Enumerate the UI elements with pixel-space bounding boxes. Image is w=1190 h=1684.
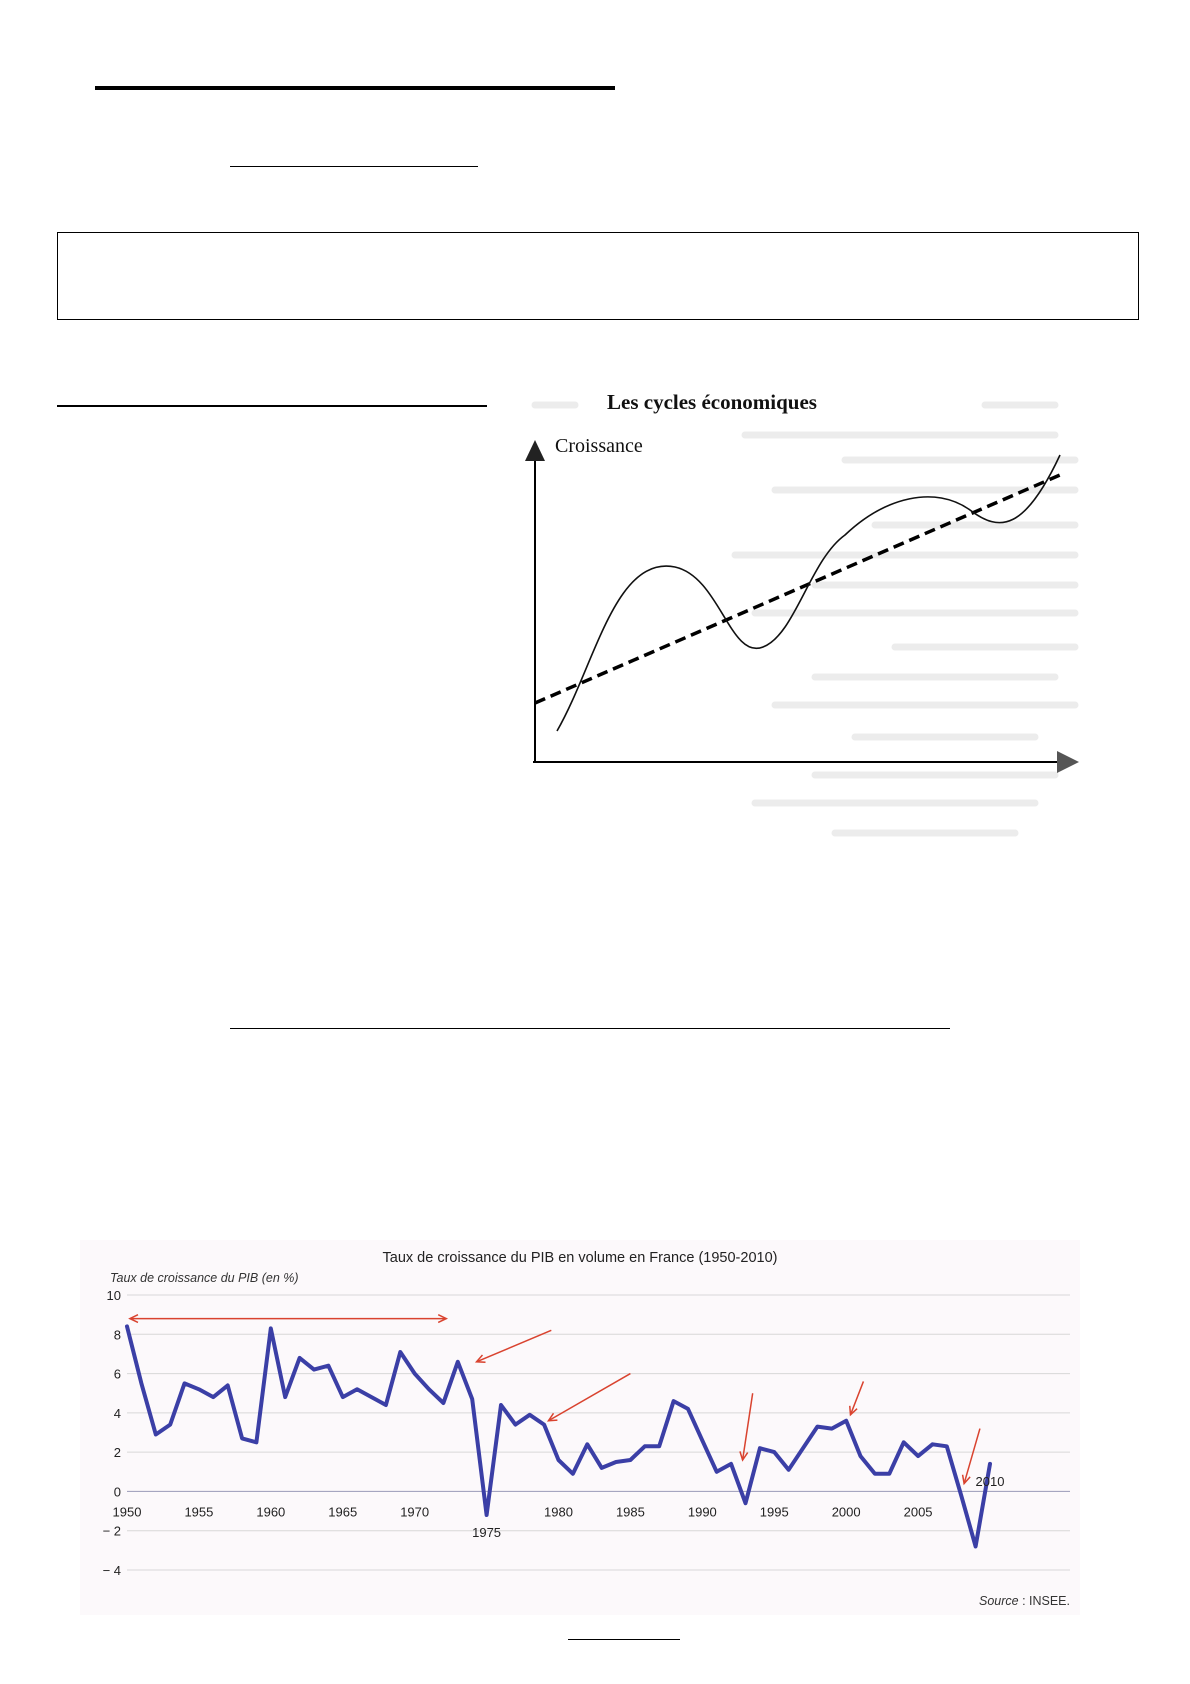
data-point: [428, 1388, 431, 1391]
data-point: [643, 1445, 646, 1448]
x-tick-label-special: 2010: [975, 1473, 1005, 1489]
data-point: [773, 1451, 776, 1454]
x-tick-label: 1980: [544, 1504, 573, 1520]
data-point: [514, 1423, 517, 1426]
data-point: [298, 1356, 301, 1359]
data-point: [327, 1364, 330, 1367]
data-point: [672, 1400, 675, 1403]
data-point: [471, 1398, 474, 1401]
data-point: [845, 1419, 848, 1422]
x-axis-arrow-icon: [1057, 751, 1079, 773]
definition-box: [57, 232, 1139, 320]
data-point: [183, 1382, 186, 1385]
data-point: [830, 1427, 833, 1430]
y-tick-label: − 2: [102, 1523, 121, 1539]
y-tick-label: 0: [113, 1484, 121, 1500]
data-point: [974, 1545, 977, 1548]
data-point: [730, 1462, 733, 1465]
data-point: [744, 1502, 747, 1505]
data-point: [197, 1388, 200, 1391]
data-point: [758, 1447, 761, 1450]
data-point: [341, 1396, 344, 1399]
y-tick-label: 4: [113, 1405, 121, 1421]
chart-title: Taux de croissance du PIB en volume en France (1950-2010): [382, 1250, 778, 1266]
source-prefix: Source: [978, 1594, 1019, 1608]
data-point: [284, 1396, 287, 1399]
x-tick-label: 1985: [615, 1504, 645, 1520]
data-point: [528, 1413, 531, 1416]
data-point: [600, 1466, 603, 1469]
data-point: [888, 1472, 891, 1475]
y-axis-label: Taux de croissance du PIB (en %): [110, 1271, 299, 1285]
data-point: [873, 1472, 876, 1475]
data-point: [931, 1443, 934, 1446]
data-point: [370, 1396, 373, 1399]
faded-background-text: [535, 405, 1075, 833]
gdp-growth-chart: [80, 1240, 1080, 1615]
subtitle-underline: [230, 166, 478, 167]
data-point: [140, 1382, 143, 1385]
page-footer-line: [568, 1639, 680, 1640]
x-tick-label: 1970: [400, 1504, 430, 1520]
data-point: [499, 1404, 502, 1407]
y-tick-label: 10: [106, 1288, 121, 1303]
data-point: [571, 1472, 574, 1475]
chart-source: [979, 1594, 1070, 1608]
section2-underline: [230, 1028, 950, 1029]
data-point: [456, 1360, 459, 1363]
data-point: [686, 1407, 689, 1410]
data-point: [960, 1494, 963, 1497]
data-point: [557, 1459, 560, 1462]
y-tick-label: 2: [113, 1445, 121, 1461]
data-point: [989, 1462, 992, 1465]
x-tick-label: 1995: [759, 1504, 789, 1520]
data-point: [442, 1402, 445, 1405]
y-axis-arrow-icon: [525, 440, 545, 461]
data-point: [241, 1437, 244, 1440]
x-tick-label: 2005: [903, 1504, 933, 1520]
data-point: [413, 1372, 416, 1375]
x-tick-label: 1950: [112, 1504, 142, 1520]
data-point: [126, 1325, 129, 1328]
data-point: [485, 1514, 488, 1517]
chart-background: [80, 1240, 1080, 1615]
source-value: : INSEE.: [1018, 1594, 1070, 1608]
data-point: [802, 1447, 805, 1450]
data-point: [859, 1455, 862, 1458]
data-point: [615, 1460, 618, 1463]
cycle-curve: [557, 455, 1060, 731]
data-point: [945, 1445, 948, 1448]
economic-cycles-figure: [515, 385, 1095, 875]
x-tick-label: 1965: [328, 1504, 358, 1520]
title-underline: [95, 86, 615, 90]
data-point: [902, 1441, 905, 1444]
data-point: [787, 1468, 790, 1471]
data-point: [384, 1404, 387, 1407]
x-tick-label: 1955: [184, 1504, 214, 1520]
x-tick-label-special: 1975: [472, 1525, 502, 1540]
figure-title: Les cycles économiques: [607, 390, 817, 414]
data-point: [658, 1445, 661, 1448]
data-point: [816, 1425, 819, 1428]
data-point: [586, 1443, 589, 1446]
x-tick-label: 2000: [831, 1504, 861, 1520]
trend-line: [535, 475, 1060, 703]
x-tick-label: 1960: [256, 1504, 286, 1520]
data-point: [255, 1441, 258, 1444]
y-tick-label: − 4: [102, 1563, 121, 1578]
data-point: [226, 1384, 229, 1387]
data-point: [543, 1423, 546, 1426]
y-tick-label: 8: [113, 1327, 121, 1343]
data-point: [212, 1396, 215, 1399]
section-underline: [57, 405, 487, 407]
data-point: [312, 1368, 315, 1371]
y-axis-label: Croissance: [555, 435, 643, 457]
data-point: [917, 1455, 920, 1458]
y-tick-label: 6: [113, 1366, 121, 1382]
x-tick-label: 1990: [687, 1504, 717, 1520]
data-point: [715, 1470, 718, 1473]
data-point: [154, 1433, 157, 1436]
data-point: [356, 1388, 359, 1391]
data-point: [399, 1350, 402, 1353]
data-point: [629, 1459, 632, 1462]
data-point: [169, 1423, 172, 1426]
data-point: [701, 1439, 704, 1442]
data-point: [269, 1327, 272, 1330]
